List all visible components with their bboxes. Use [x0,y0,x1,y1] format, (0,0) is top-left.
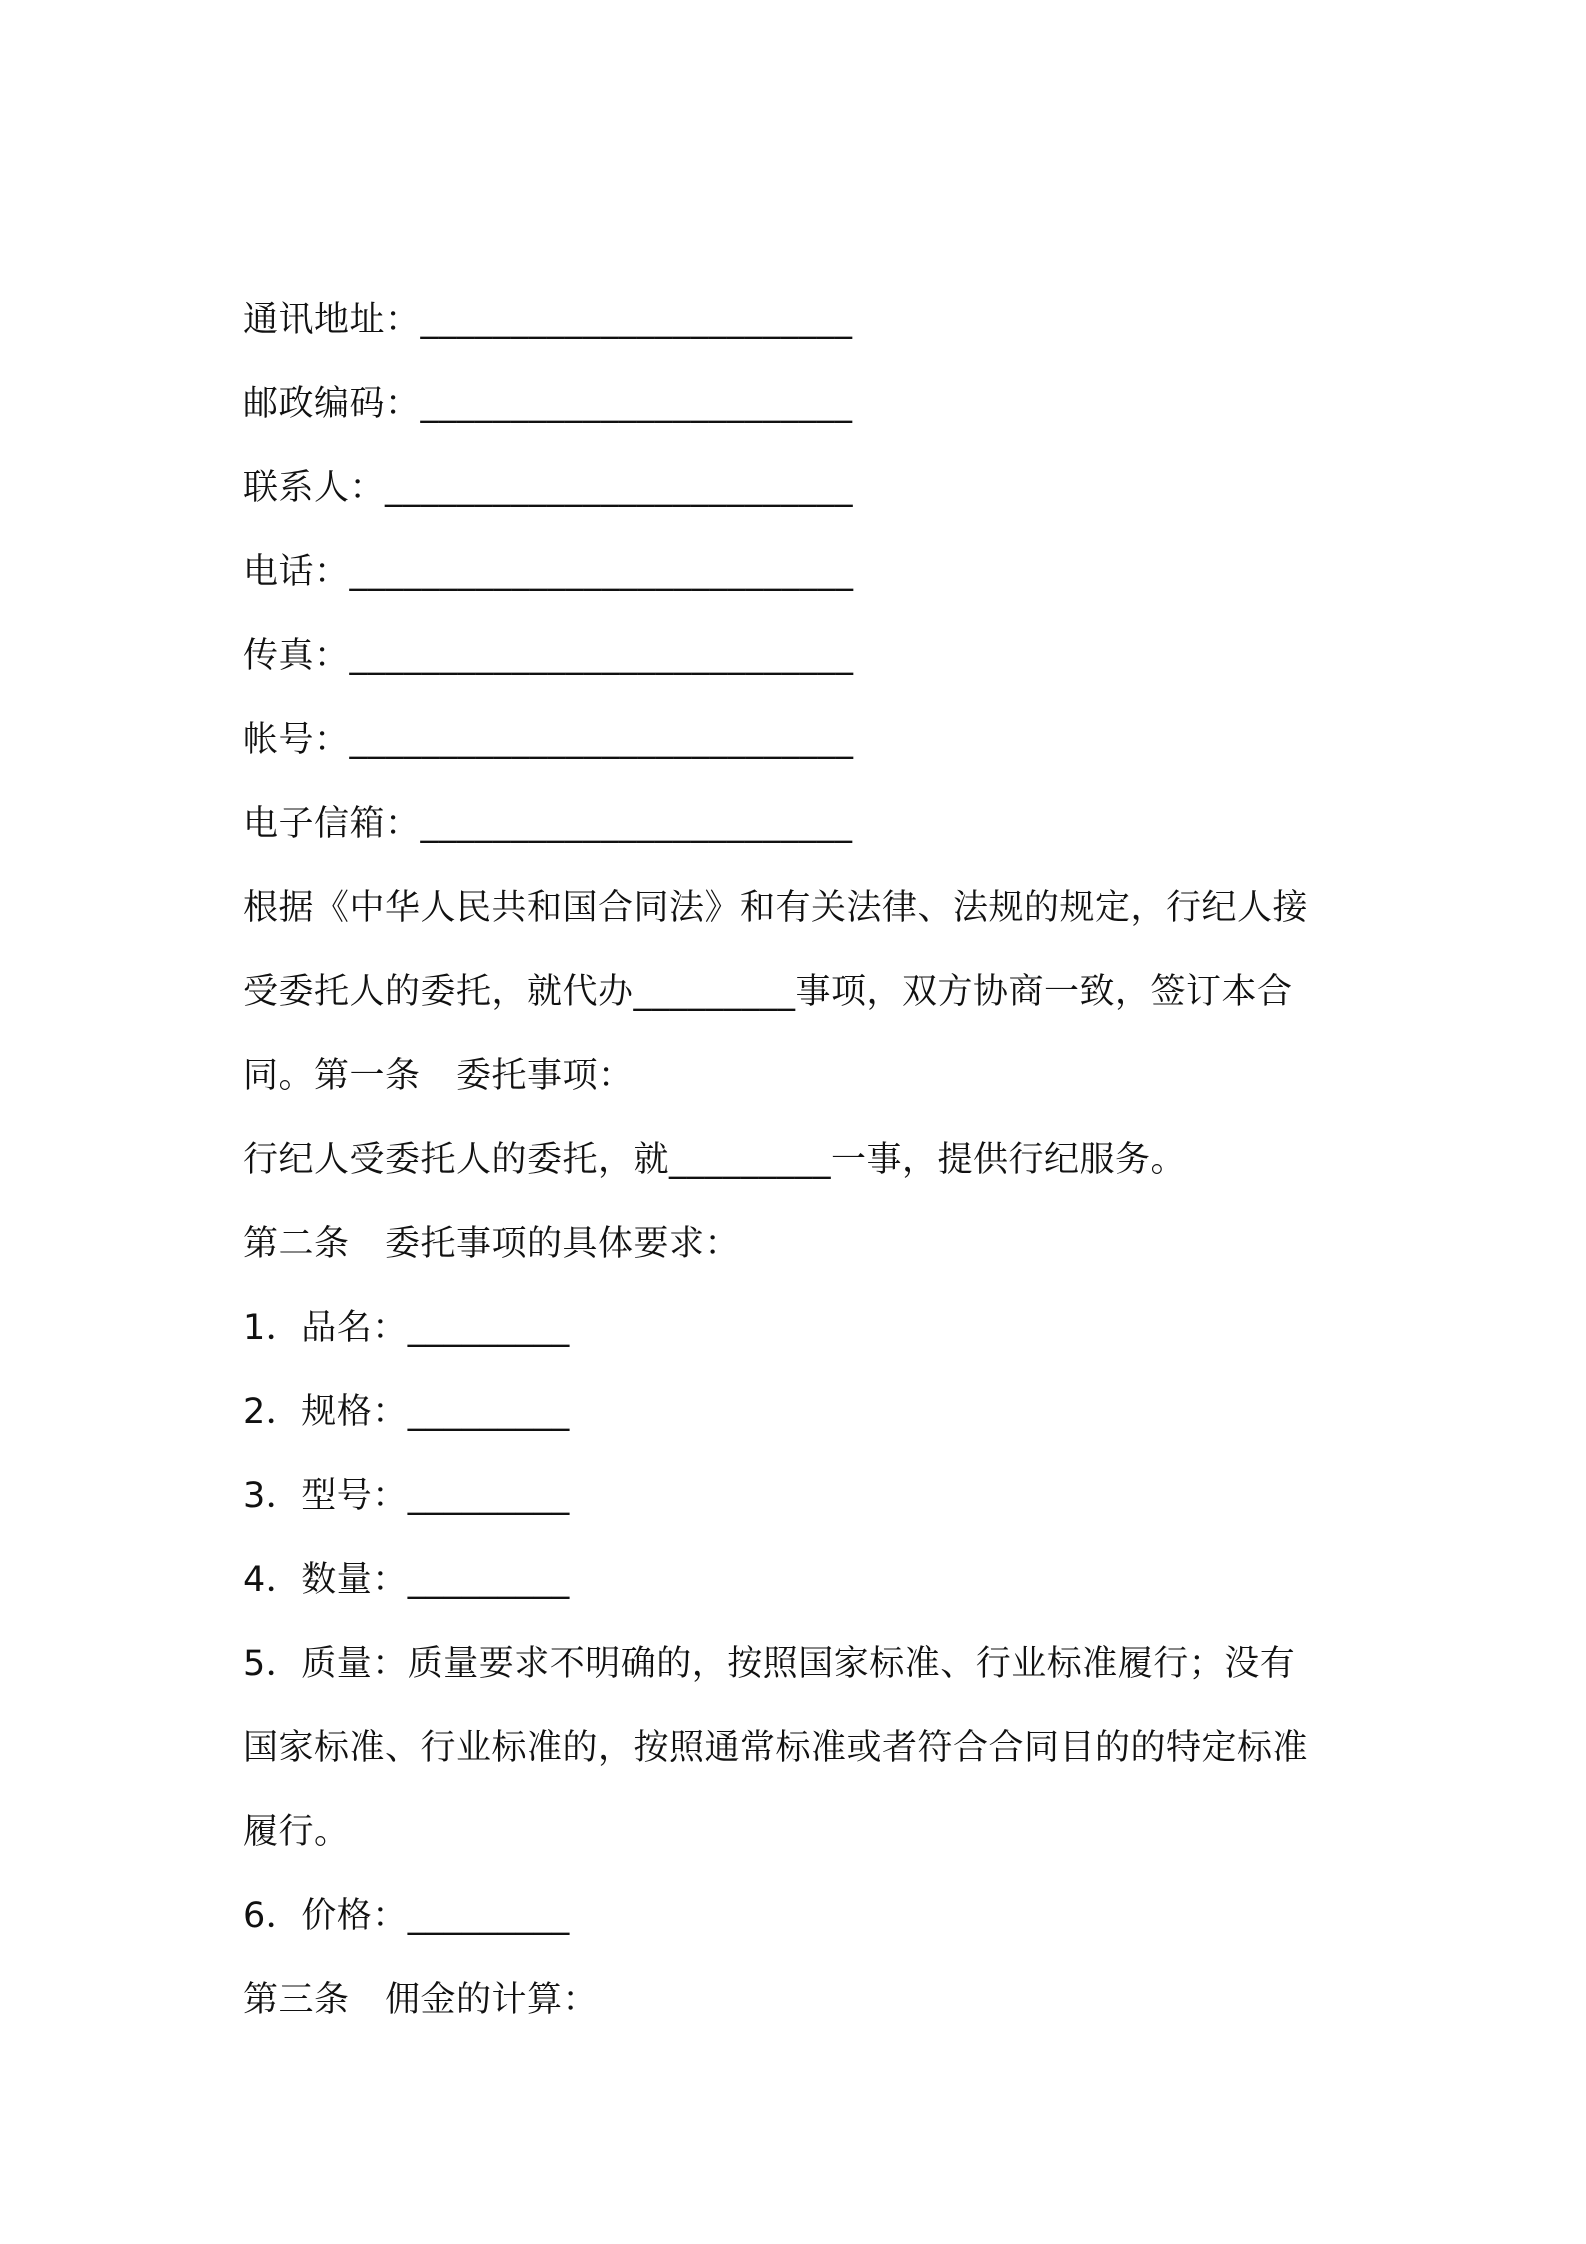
quality-paragraph-line-1: 5．质量：质量要求不明确的，按照国家标准、行业标准履行；没有 [243,1644,1296,1684]
item-model: 3．型号：_________ [243,1476,570,1516]
item-price: 6．价格：_________ [243,1896,570,1936]
address-field: 通讯地址：________________________ [243,300,853,340]
email-field: 电子信箱：________________________ [243,804,853,844]
quality-paragraph-line-2: 国家标准、行业标准的，按照通常标准或者符合合同目的的特定标准 [243,1728,1309,1768]
article-1-body: 行纪人受委托人的委托，就_________一事，提供行纪服务。 [243,1140,1187,1180]
intro-paragraph-line-3: 同。第一条 委托事项： [243,1056,634,1096]
intro-paragraph-line-1: 根据《中华人民共和国合同法》和有关法律、法规的规定，行纪人接 [243,888,1309,928]
fax-field: 传真：____________________________ [243,636,854,676]
article-2-title: 第二条 委托事项的具体要求： [243,1224,741,1264]
account-field: 帐号：____________________________ [243,720,854,760]
item-product-name: 1．品名：_________ [243,1308,570,1348]
quality-paragraph-line-3: 履行。 [243,1812,350,1852]
intro-paragraph-line-2: 受委托人的委托，就代办_________事项，双方协商一致，签订本合 [243,972,1293,1012]
phone-field: 电话：____________________________ [243,552,854,592]
postal-code-field: 邮政编码：________________________ [243,384,853,424]
item-specification: 2．规格：_________ [243,1392,570,1432]
document-body [243,278,1363,2042]
article-3-title: 第三条 佣金的计算： [243,1980,599,2020]
item-quantity: 4．数量：_________ [243,1560,570,1600]
contact-person-field: 联系人：__________________________ [243,468,854,508]
